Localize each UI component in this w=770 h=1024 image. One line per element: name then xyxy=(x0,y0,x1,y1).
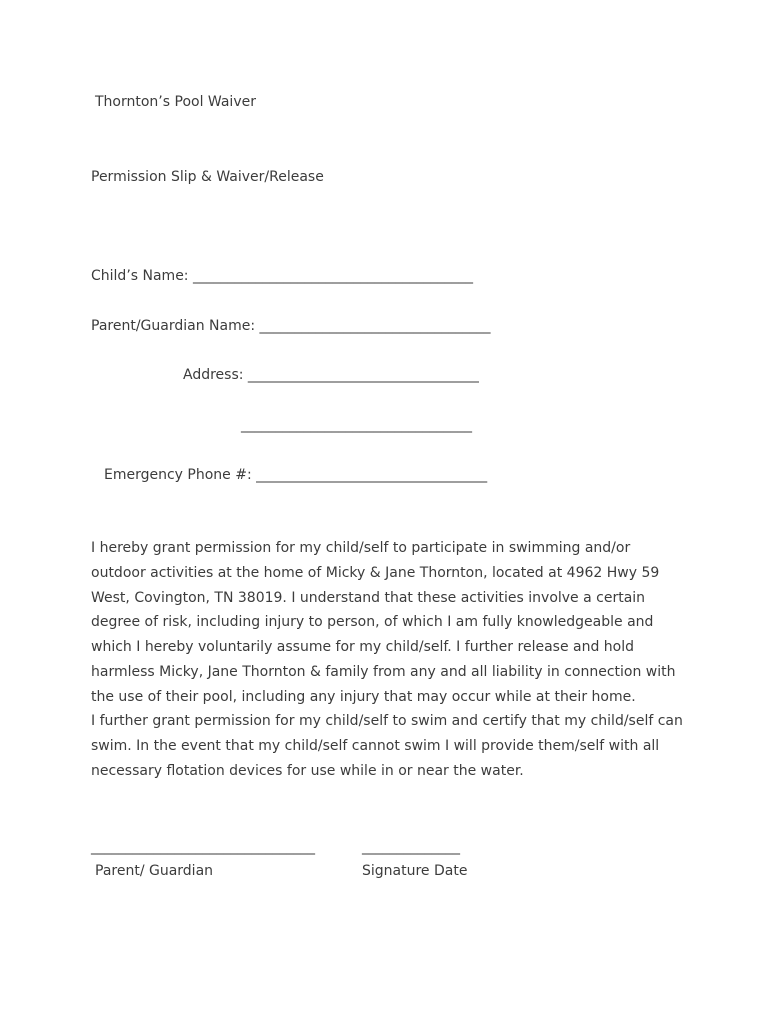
document-subtitle: Permission Slip & Waiver/Release xyxy=(91,169,324,185)
parent-name-field[interactable]: Parent/Guardian Name: _________________________________ xyxy=(91,318,491,334)
document-title: Thornton’s Pool Waiver xyxy=(95,94,256,110)
body-line: West, Covington, TN 38019. I understand that these activities involve a certain xyxy=(91,589,646,606)
emergency-phone-field[interactable]: Emergency Phone #: _________________________________ xyxy=(104,467,488,483)
parent-signature-label: Parent/ Guardian xyxy=(95,863,214,879)
body-line: necessary flotation devices for use while in or near the water. xyxy=(91,762,524,779)
address-line2-field[interactable]: _________________________________ xyxy=(241,417,472,433)
signature-date-label: Signature Date xyxy=(362,863,468,879)
address-field[interactable]: Address: _________________________________ xyxy=(183,367,479,383)
body-line: degree of risk, including injury to person, of which I am fully knowledgeable and xyxy=(91,614,654,631)
body-line: harmless Micky, Jane Thornton & family from any and all liability in connection with xyxy=(91,663,676,680)
body-line: outdoor activities at the home of Micky & Jane Thornton, located at 4962 Hwy 59 xyxy=(91,564,660,581)
waiver-body xyxy=(91,536,691,784)
body-line: which I hereby voluntarily assume for my child/self. I further release and hold xyxy=(91,639,635,655)
body-line: the use of their pool, including any injury that may occur while at their home. xyxy=(91,688,636,705)
body-line: I further grant permission for my child/self to swim and certify that my child/self can xyxy=(91,713,683,730)
body-line: swim. In the event that my child/self cannot swim I will provide them/self with all xyxy=(91,738,660,754)
signature-date-line[interactable]: ______________ xyxy=(362,839,460,855)
parent-signature-line[interactable]: ________________________________ xyxy=(91,839,315,855)
body-line: I hereby grant permission for my child/self to participate in swimming and/or xyxy=(91,540,631,556)
child-name-field[interactable]: Child’s Name: ________________________________________ xyxy=(91,268,473,284)
